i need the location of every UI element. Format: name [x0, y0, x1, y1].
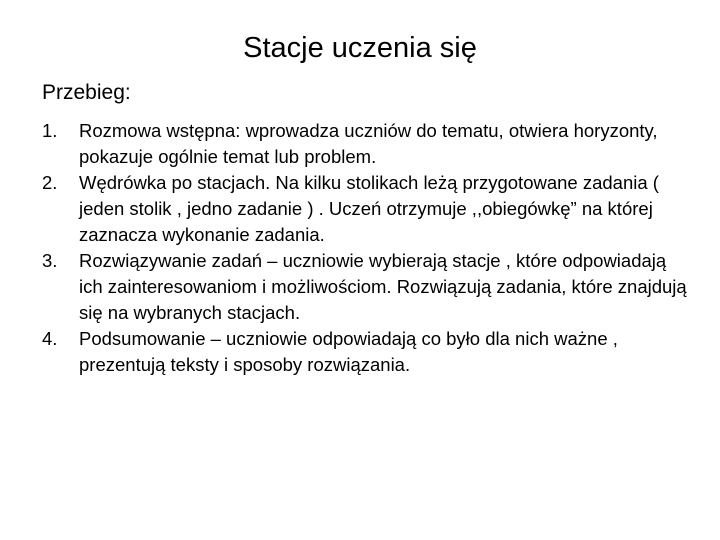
list-item-number: 4. [42, 328, 58, 349]
list-item-number: 2. [42, 172, 58, 193]
list-item-text: Rozwiązywanie zadań – uczniowie wybierają stacje , które odpowiadają ich zainteresowaniom i możliwościom. Rozwiązują zadania, które znajdują się na wybranych stacjach. [79, 250, 687, 323]
steps-list [42, 118, 692, 378]
list-item [42, 118, 692, 170]
list-item-number: 3. [42, 250, 58, 271]
slide-title: Stacje uczenia się [243, 32, 477, 64]
list-item [42, 248, 692, 326]
list-item [42, 326, 692, 378]
list-item-text: Rozmowa wstępna: wprowadza uczniów do tematu, otwiera horyzonty, pokazuje ogólnie temat lub problem. [79, 120, 658, 167]
list-item-text: Wędrówka po stacjach. Na kilku stolikach leżą przygotowane zadania ( jeden stolik , jedno zadanie ) . Uczeń otrzymuje ,,obiegówkę” na której zaznacza wykonanie zadania. [79, 172, 659, 245]
list-item-text: Podsumowanie – uczniowie odpowiadają co było dla nich ważne , prezentują teksty i sposoby rozwiązania. [79, 328, 618, 375]
section-label: Przebieg: [42, 81, 131, 104]
list-item-number: 1. [42, 120, 58, 141]
list-item [42, 170, 692, 248]
